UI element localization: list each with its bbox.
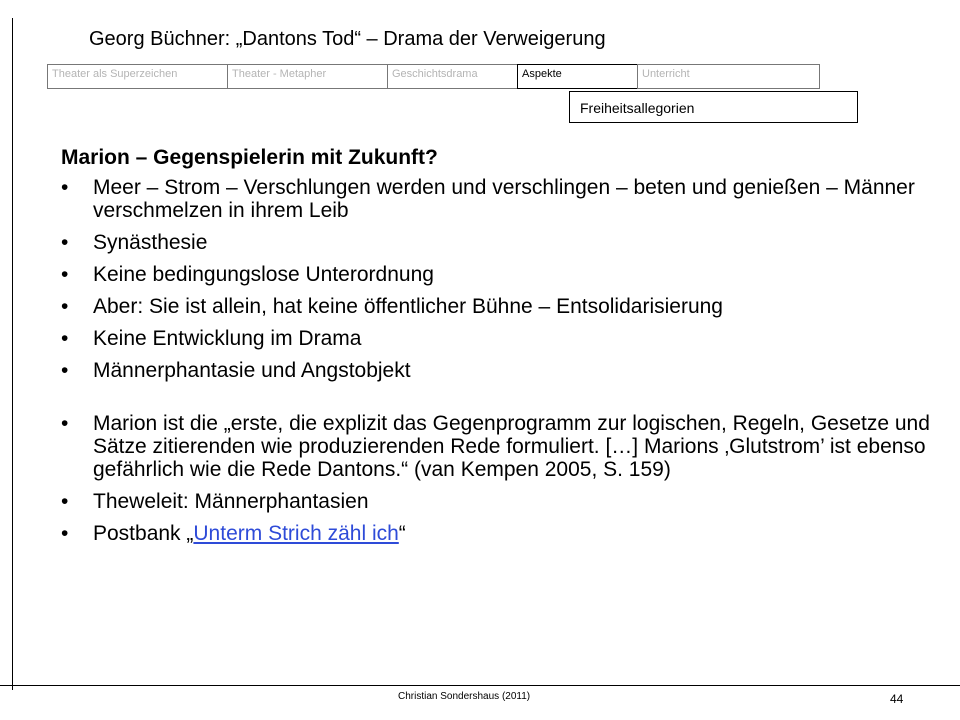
list-item: [61, 231, 941, 254]
postbank-suffix: “: [398, 522, 406, 545]
section-heading: Marion – Gegenspielerin mit Zukunft?: [61, 146, 438, 169]
bullet-icon: •: [61, 295, 69, 318]
list-item-text: Aber: Sie ist allein, hat keine öffentlicher Bühne – Entsolidarisierung: [93, 295, 723, 318]
page-number: 44: [890, 692, 904, 706]
bullet-icon: •: [61, 327, 69, 350]
list-item-text: Synästhesie: [93, 231, 208, 254]
bullet-icon: •: [61, 263, 69, 286]
list-item: [61, 522, 941, 545]
list-item-text: Meer – Strom – Verschlungen werden und verschlingen – beten und genießen – Männer verschmelzen in ihrem Leib: [93, 176, 915, 222]
list-item-text: Keine Entwicklung im Drama: [93, 327, 362, 350]
list-item: [61, 295, 941, 318]
postbank-link[interactable]: Unterm Strich zähl ich: [193, 522, 399, 545]
section-nav: [48, 64, 820, 89]
bullet-icon: •: [61, 359, 69, 382]
list-item: [61, 359, 941, 382]
bullet-icon: •: [61, 231, 69, 254]
tab-theater-als-superzeichen[interactable]: Theater als Superzeichen: [47, 64, 228, 89]
footer-author: Christian Sondershaus (2011): [398, 691, 531, 702]
left-border-line: [12, 18, 13, 690]
bullet-icon: •: [61, 522, 69, 545]
list-item: [61, 263, 941, 286]
bullet-list: [61, 176, 941, 554]
list-item: [61, 327, 941, 350]
list-item-text: Theweleit: Männerphantasien: [93, 490, 369, 513]
slide-title: Georg Büchner: „Dantons Tod“ – Drama der Verweigerung: [89, 28, 606, 50]
tab-theater-metapher[interactable]: Theater - Metapher: [227, 64, 388, 89]
list-item-text: Keine bedingungslose Unterordnung: [93, 263, 434, 286]
footer-divider: [0, 685, 960, 686]
list-item: [61, 412, 941, 481]
bullet-icon: •: [61, 490, 69, 513]
list-item: [61, 490, 941, 513]
bullet-icon: •: [61, 176, 69, 199]
list-item-text: Marion ist die „erste, die explizit das Gegenprogramm zur logischen, Regeln, Gesetze und Sätze zitierenden wie produzierenden Rede formuliert. […] Marions ‚Glutstrom’ ist ebenso gefährlich wie die Rede Dantons.“ (van Kempen 2005, S. 159): [93, 412, 930, 481]
postbank-prefix: Postbank „: [93, 522, 194, 545]
bullet-icon: •: [61, 412, 69, 435]
tab-geschichtsdrama[interactable]: Geschichtsdrama: [387, 64, 518, 89]
subtab-freiheitsallegorien[interactable]: Freiheitsallegorien: [569, 91, 858, 123]
list-item: [61, 176, 941, 222]
list-item-text: Männerphantasie und Angstobjekt: [93, 359, 411, 382]
tab-aspekte[interactable]: Aspekte: [517, 64, 638, 89]
tab-unterricht[interactable]: Unterricht: [637, 64, 820, 89]
